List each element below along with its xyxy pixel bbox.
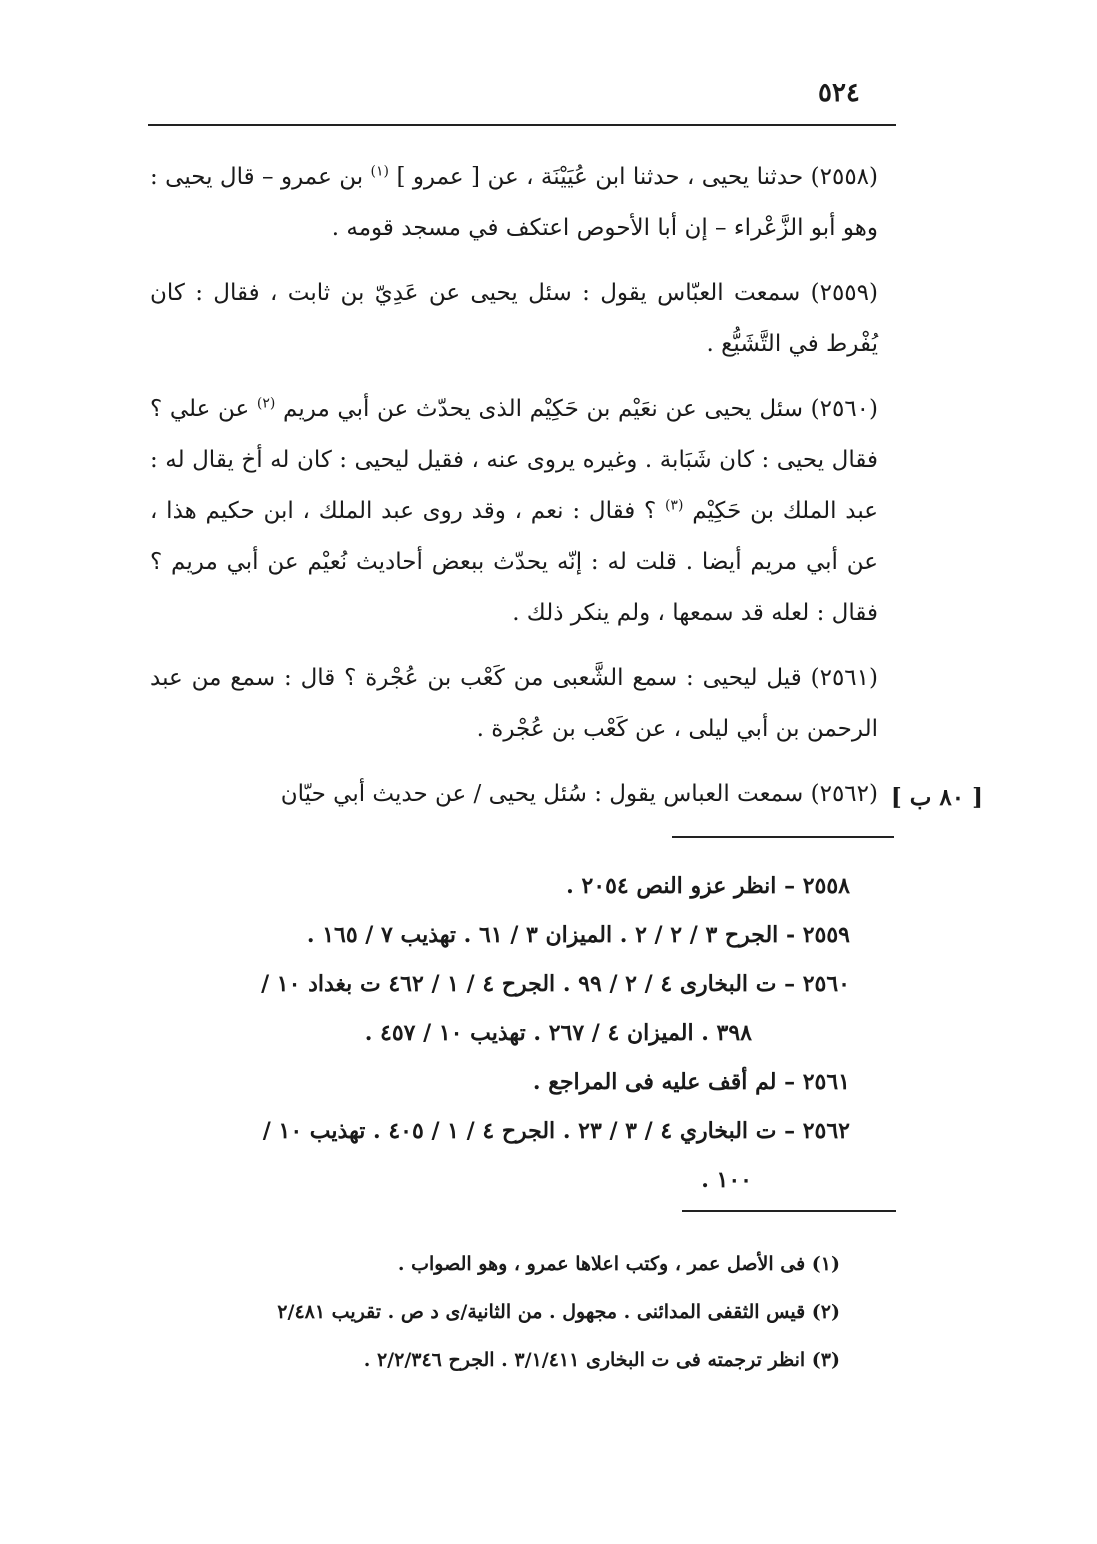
paragraph-line: ؟ فقال : نعم ، وقد روى عبد الملك ، ابن حكيم هذا ، عن أبي مريم أيضا . قلت له : إنّه يحدّث ببعض أحاديث نُعيْم عن أبي مريم ؟ فقال : لعله قد سمعها ، ولم ينكر ذلك . bbox=[150, 498, 878, 626]
header-rule bbox=[148, 124, 896, 126]
footnote-ref-1: (١) bbox=[370, 163, 390, 180]
footnote-rule bbox=[682, 1210, 896, 1212]
source-line: ٢٥٦١ – لم أقف عليه فى المراجع . bbox=[532, 1069, 850, 1095]
source-references bbox=[150, 862, 850, 1205]
paragraph-line: (٢٥٦١) قيل ليحيى : سمع الشَّعبى من كَعْب بن عُجْرة ؟ قال : سمع من عبد الرحمن بن أبي ليلى ، عن كَعْب بن عُجْرة . bbox=[150, 665, 878, 742]
footnote-ref-2: (٢) bbox=[256, 395, 276, 412]
folio-margin-note: [ ٨٠ ب ] bbox=[890, 784, 983, 811]
footnote-item: (١) فى الأصل عمر ، وكتب اعلاها عمرو ، وهو الصواب . bbox=[397, 1253, 840, 1275]
paragraph-2558 bbox=[150, 152, 878, 254]
paragraph-2562 bbox=[150, 769, 878, 820]
footnote-item: (٣) انظر ترجمته فى ت البخارى ٣/١/٤١١ . الجرح ٢/٢/٣٤٦ . bbox=[363, 1349, 840, 1371]
page-number: ٥٢٤ bbox=[818, 78, 860, 108]
paragraph-line: (٢٥٦٠) سئل يحيى عن نعَيْم بن حَكِيْم الذى يحدّث عن أبي مريم bbox=[283, 396, 879, 422]
footnote-item: (٢) قيس الثقفى المدائنى . مجهول . من الثانية/ى د ص . تقريب ٢/٤٨١ bbox=[277, 1301, 840, 1323]
source-line: ٢٥٦٢ – ت البخاري ٤ / ٣ / ٢٣ . الجرح ٤ / ١ / ٤٠٥ . تهذيب ١٠ / bbox=[262, 1118, 850, 1144]
source-line: ٣٩٨ . الميزان ٤ / ٢٦٧ . تهذيب ١٠ / ٤٥٧ . bbox=[364, 1020, 752, 1046]
paragraph-2559 bbox=[150, 268, 878, 370]
paragraph-2560 bbox=[150, 384, 878, 639]
source-line: ٢٥٥٩ - الجرح ٣ / ٢ / ٢ . الميزان ٣ / ٦١ . تهذيب ٧ / ١٦٥ . bbox=[306, 922, 850, 948]
footnote-ref-3: (٣) bbox=[664, 497, 684, 514]
main-text bbox=[150, 152, 878, 820]
source-line: ٢٥٦٠ – ت البخارى ٤ / ٢ / ٩٩ . الجرح ٤ / ١ / ٤٦٢ ت بغداد ١٠ / bbox=[261, 971, 850, 997]
sources-rule bbox=[672, 836, 894, 838]
paragraph-line: (٢٥٦٢) سمعت العباس يقول : سُئل يحيى / عن حديث أبي حيّان bbox=[280, 781, 878, 807]
paragraph-line: (٢٥٥٨) حدثنا يحيى ، حدثنا ابن عُيَيْنَة ، عن [ عمرو ] bbox=[396, 164, 879, 190]
paragraph-2561 bbox=[150, 653, 878, 755]
source-line: ١٠٠ . bbox=[701, 1167, 752, 1193]
source-line: ٢٥٥٨ – انظر عزو النص ٢٠٥٤ . bbox=[566, 873, 850, 899]
paragraph-line: عن علي ؟ فقال يحيى : كان شَبَابة . وغيره يروى عنه ، فقيل ليحيى : كان له أخ يقال له : عبد الملك بن حَكِيْم bbox=[150, 396, 878, 524]
paragraph-line: بن عمرو – قال يحيى : وهو أبو الزَّعْراء – إن أبا الأحوص اعتكف في مسجد قومه . bbox=[150, 164, 878, 241]
footnotes bbox=[150, 1240, 840, 1384]
paragraph-line: (٢٥٥٩) سمعت العبّاس يقول : سئل يحيى عن عَدِيّ بن ثابت ، فقال : كان يُفْرط في التَّشَيُّع . bbox=[150, 280, 878, 357]
